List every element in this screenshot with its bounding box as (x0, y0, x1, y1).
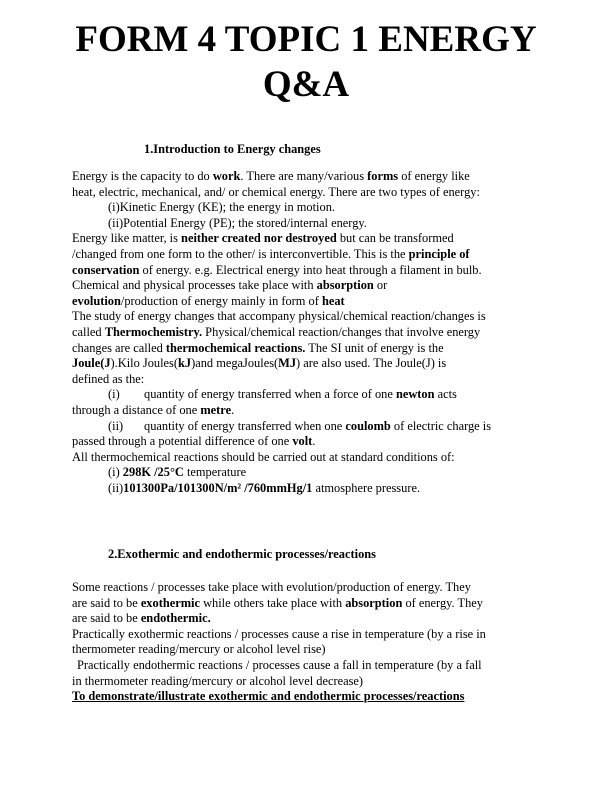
list-marker: (i) (108, 387, 120, 402)
text-segment: (ii) (108, 480, 124, 495)
section-1-body (72, 169, 552, 496)
bold-text: absorption (316, 278, 374, 293)
text-segment: (ii)Potential Energy (PE); the stored/internal energy. (108, 215, 367, 230)
list-marker: (ii) (108, 418, 124, 433)
text-segment: atmosphere pressure. (312, 480, 421, 495)
bold-text: heat (321, 293, 345, 308)
text-line (72, 627, 552, 643)
text-segment: . (231, 402, 235, 417)
bold-text: absorption (345, 595, 403, 610)
text-line (72, 465, 552, 481)
text-segment: The SI unit of energy is the (305, 340, 444, 355)
text-line (72, 278, 552, 294)
text-segment: through a distance of one (72, 402, 201, 417)
text-line (72, 200, 552, 216)
document-title (0, 17, 612, 107)
text-segment: of energy. They (402, 595, 483, 610)
text-segment: of electric charge is (390, 418, 492, 433)
text-segment: All thermochemical reactions should be carried out at standard conditions of: (72, 449, 455, 464)
text-segment: thermometer reading/mercury or alcohol level rise) (72, 642, 326, 657)
text-segment: . (312, 434, 316, 449)
text-segment: ).Kilo Joules( (110, 356, 178, 371)
text-segment: acts (434, 387, 457, 402)
text-line (72, 658, 552, 674)
bold-text: thermochemical reactions. (165, 340, 306, 355)
text-segment: but can be transformed (336, 231, 454, 246)
text-line (72, 294, 552, 310)
text-segment: called (72, 324, 105, 339)
title-line-1: FORM 4 TOPIC 1 ENERGY (75, 19, 537, 60)
text-line (72, 247, 552, 263)
text-line (72, 387, 552, 403)
text-line (72, 325, 552, 341)
bold-text: To demonstrate/illustrate exothermic and endothermic processes/reactions (72, 689, 465, 704)
text-segment: passed through a potential difference of one (72, 434, 293, 449)
text-segment: quantity of energy transferred when a force of one (144, 387, 396, 402)
section-2-heading: 2.Exothermic and endothermic processes/reactions (108, 547, 376, 561)
bold-text: forms (367, 169, 399, 183)
text-segment: (i) (108, 465, 123, 480)
bold-text: neither created nor destroyed (181, 231, 337, 246)
text-line (72, 263, 552, 279)
text-line (72, 434, 552, 450)
bold-text: exothermic (140, 595, 200, 610)
text-segment: Some reactions / processes take place with evolution/production of energy. They (72, 580, 471, 594)
text-segment: are said to be (72, 595, 141, 610)
text-segment: while others take place with (199, 595, 346, 610)
text-segment: are said to be (72, 611, 141, 626)
text-line (72, 356, 552, 372)
text-segment: or (373, 278, 388, 293)
text-line (72, 309, 552, 325)
text-line (72, 689, 552, 705)
bold-text: work (212, 169, 241, 183)
bold-text: Joule(J (72, 356, 111, 371)
section-1-heading: 1.Introduction to Energy changes (144, 142, 321, 156)
text-segment: Chemical and physical processes take place with (72, 278, 317, 293)
bold-text: coulomb (345, 418, 391, 433)
bold-text: metre (200, 402, 232, 417)
text-segment: Physical/chemical reaction/changes that involve energy (202, 324, 481, 339)
text-segment: quantity of energy transferred when one (144, 418, 346, 433)
text-line (72, 450, 552, 466)
text-line (72, 231, 552, 247)
bold-text: volt (292, 434, 313, 449)
bold-text: principle of (408, 246, 470, 261)
bold-text: 298K /25°C (122, 465, 184, 480)
bold-text: evolution (72, 293, 121, 308)
text-line (72, 341, 552, 357)
text-segment: heat, electric, mechanical, and/ or chemical energy. There are two types of energy: (72, 184, 480, 199)
text-segment: defined as the: (72, 371, 145, 386)
text-segment: changes are called (72, 340, 166, 355)
text-line (72, 419, 552, 435)
text-line (72, 596, 552, 612)
text-segment: Practically exothermic reactions / processes cause a rise in temperature (by a rise in (72, 626, 486, 641)
text-segment: /production of energy mainly in form of (120, 293, 322, 308)
text-segment: in thermometer reading/mercury or alcohol level decrease) (72, 673, 364, 688)
section-2-body (72, 580, 552, 705)
bold-text: endothermic. (140, 611, 211, 626)
text-line (72, 611, 552, 627)
text-segment: /changed from one form to the other/ is interconvertible. This is the (72, 246, 409, 261)
text-segment: of energy. e.g. Electrical energy into heat through a filament in bulb. (139, 262, 482, 277)
text-segment: The study of energy changes that accompany physical/chemical reaction/changes is (72, 309, 486, 324)
text-segment: Energy like matter, is (72, 231, 182, 246)
text-line (72, 169, 552, 185)
bold-text: newton (395, 387, 435, 402)
text-segment: temperature (183, 465, 247, 480)
title-line-2: Q&A (262, 64, 350, 105)
bold-text: kJ (178, 356, 192, 371)
text-line (72, 216, 552, 232)
text-line (72, 481, 552, 497)
text-line (72, 185, 552, 201)
text-line (72, 674, 552, 690)
text-line (72, 372, 552, 388)
text-segment: . There are many/various (240, 169, 368, 183)
text-segment: Energy is the capacity to do (72, 169, 213, 183)
bold-text: 101300Pa/101300N/m² /760mmHg/1 (123, 480, 313, 495)
bold-text: MJ (278, 356, 297, 371)
text-segment: of energy like (398, 169, 470, 183)
text-line (72, 642, 552, 658)
text-line (72, 403, 552, 419)
text-segment: ) are also used. The Joule(J) is (296, 356, 447, 371)
text-line (72, 580, 552, 596)
text-segment: (i)Kinetic Energy (KE); the energy in motion. (108, 200, 335, 215)
bold-text: Thermochemistry. (104, 324, 203, 339)
text-segment: Practically endothermic reactions / processes cause a fall in temperature (by a fall (77, 657, 482, 672)
bold-text: conservation (72, 262, 140, 277)
text-segment: )and megaJoules( (191, 356, 279, 371)
